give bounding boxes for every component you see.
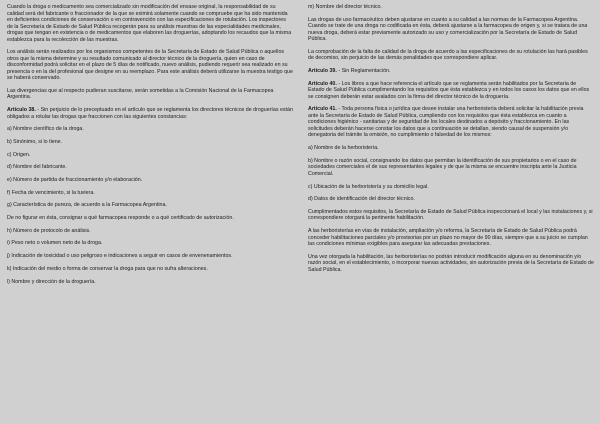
article-title: Artículo 41. <box>308 106 337 113</box>
paragraph: Los análisis serán realizados por los organismos competentes de la Secretaría de Estado de Salud Pública o aquellos otros que la misma determine y su resultado comunicado al director técnico de la droguería, quien en caso de disconformidad podrá solicitar en el plazo de 5 días de notificado, nuevo análisis, pudiendo requerir sea realizado en su presencia o en la del profesional que designe en su reemplazo. Para este análisis deberá utilizarse la muestra testigo que se haberá conservado. <box>7 49 293 82</box>
list-item: c) Ubicación de la herboristería y su domicilio legal. <box>308 183 429 190</box>
list-item: i) Peso neto o volumen neto de la droga. <box>7 240 103 247</box>
list-item: l) Nombre y dirección de la droguería. <box>7 278 96 285</box>
article-39 <box>308 68 594 75</box>
paragraph: Las drogas de uso farmacéutico deben ajustarse en cuanto a su calidad a las normas de la Farmacopea Argentina. Cuando se trate de una droga no codificada en ésta, deberá ajustarse a la farmacopea de origen y, si se tratara de una nueva droga, deberá estar previamente autorizado su uso y comercialización por la Secretaría de Estado de Salud Pública. <box>308 16 588 43</box>
paragraph: Una vez otorgada la habilitación, las herboristerías no podrán introducir modificación alguna en su denominación y/o razón social, en el establecimiento, o incorporar nuevas actividades, sin autorización previa de la Secretaría de Estado de Salud Pública. <box>308 253 594 273</box>
list-item: a) Nombre de la herboristería. <box>308 145 379 152</box>
paragraph: Las divergencias que al respecto pudieran suscitarse, serán sometidas a la Comisión Nacional de la Farmacopea Argentina. <box>7 87 274 101</box>
article-text: - Sin perjuicio de lo preceptuado en el artículo que se reglamenta los directores técnicos de droguerías están obligados a rotular las drogas que fraccionen con las siguientes constancias: <box>7 107 293 120</box>
list-item: b) Sinónimo, si lo tiene. <box>7 138 63 145</box>
list-item: c) Origen. <box>7 151 31 158</box>
list-item: d) Nombre del fabricante. <box>7 164 67 171</box>
article-text: - Toda persona física o jurídica que desee instalar una herboristería deberá solicitar la habilitación previa ante la Secretaría de Estado de Salud Pública, cumpliendo con los requisitos que ésta establezca en cuanto a condiciones higiénico - sanitarias y de seguridad de los locales destinados a depósito y fraccionamiento. En las solicitudes deberán hacerse constar los datos que a continuación se detallan, siendo causal de suspensión y/o denegatoria del trámite la omisión, no cumplimiento o falsedad de los mismos: <box>308 106 584 139</box>
paragraph: Cuando la droga o medicamento sea comercializado sin modificación del envase original, la responsabilidad de su calidad será del fabricante o fraccionador de la que se eximirá solamente cuando se compruebe que ha sido mantenida en deficientes condiciones de conservación o en contravención con las especificaciones de rotulación. Los inspectores de la Secretaría de Estado de Salud Pública recogerán para su análisis muestras de las especialidades medicinales, drogas que tengan en existencia o de medicamentos que elaboren las droguerías, adoptando los recaudos que la misma establezca para la recolección de las muestras. <box>7 4 292 43</box>
right-column <box>308 4 594 279</box>
list-item: a) Nombre científico de la droga. <box>7 126 84 133</box>
list-item: De no figurar en ésta, consignar a qué farmacopea responde o a qué certificado de autorización. <box>7 215 234 222</box>
article-38 <box>7 107 293 120</box>
list-item: m) Nombre del director técnico. <box>308 4 382 10</box>
article-text: - Los libros a que hace referencia el artículo que se reglamenta serán habilitados por la Secretaría de Estado de Salud Pública cumplimentando los requisitos que ésta establezca y en todos los casos los datos que en ellos se consignen deberán estar avalados con la firma del director técnico de la droguería. <box>308 80 590 100</box>
list-item: h) Número de protocolo de análisis. <box>7 227 91 234</box>
article-title: Artículo 40. <box>308 80 337 87</box>
article-title: Artículo 39. <box>308 68 337 75</box>
paragraph: La comprobación de la falta de calidad de la droga de acuerdo a las especificaciones de su rotulación las hará pasibles de decomiso, sin perjuicio de las demás penalidades que correspondiere aplicar. <box>308 48 588 62</box>
list-item: j) Indicación de toxicidad o uso peligroso e indicaciones a seguir en casos de envenenamientos. <box>7 253 233 260</box>
article-40 <box>308 81 594 101</box>
list-item: e) Número de partida de fraccionamiento y/o elaboración. <box>7 177 143 183</box>
list-item: d) Datos de identificación del director técnico. <box>308 196 415 203</box>
paragraph: A las herboristerías en vías de instalación, ampliación y/o reforma, la Secretaría de Estado de Salud Pública podrá conceder habilitaciones parciales y/o provisorias por un plazo no mayor de 90 días, siempre que a su juicio se cumplan las condiciones mínimas exigibles para asegurar las adecuadas prestaciones. <box>308 228 588 248</box>
article-title: Artículo 38. <box>7 107 36 114</box>
list-item: f) Fecha de vencimiento, si la tuviera. <box>7 189 95 196</box>
list-item: k) Indicación del medio o forma de conservar la droga para que no sufra alteraciones. <box>7 265 208 272</box>
list-item: b) Nombre o razón social, consignando los datos que permitan la identificación de sus propietarios o en el caso de sociedades comerciales el de sus representantes legales y de que la misma se encuentre inscripta ante la Justicia Comercial. <box>308 157 577 177</box>
article-41 <box>308 106 594 139</box>
list-item: g) Característica de pureza, de acuerdo a la Farmacopea Argentina. <box>7 202 167 209</box>
article-text: - Sin Reglamentación. <box>336 68 391 75</box>
left-column <box>7 4 293 291</box>
paragraph: Cumplimentados estos requisitos, la Secretaría de Estado de Salud Pública inspeccionará el local y las instalaciones y, si correspondiere otorgará la pertinente habilitación. <box>308 208 593 222</box>
